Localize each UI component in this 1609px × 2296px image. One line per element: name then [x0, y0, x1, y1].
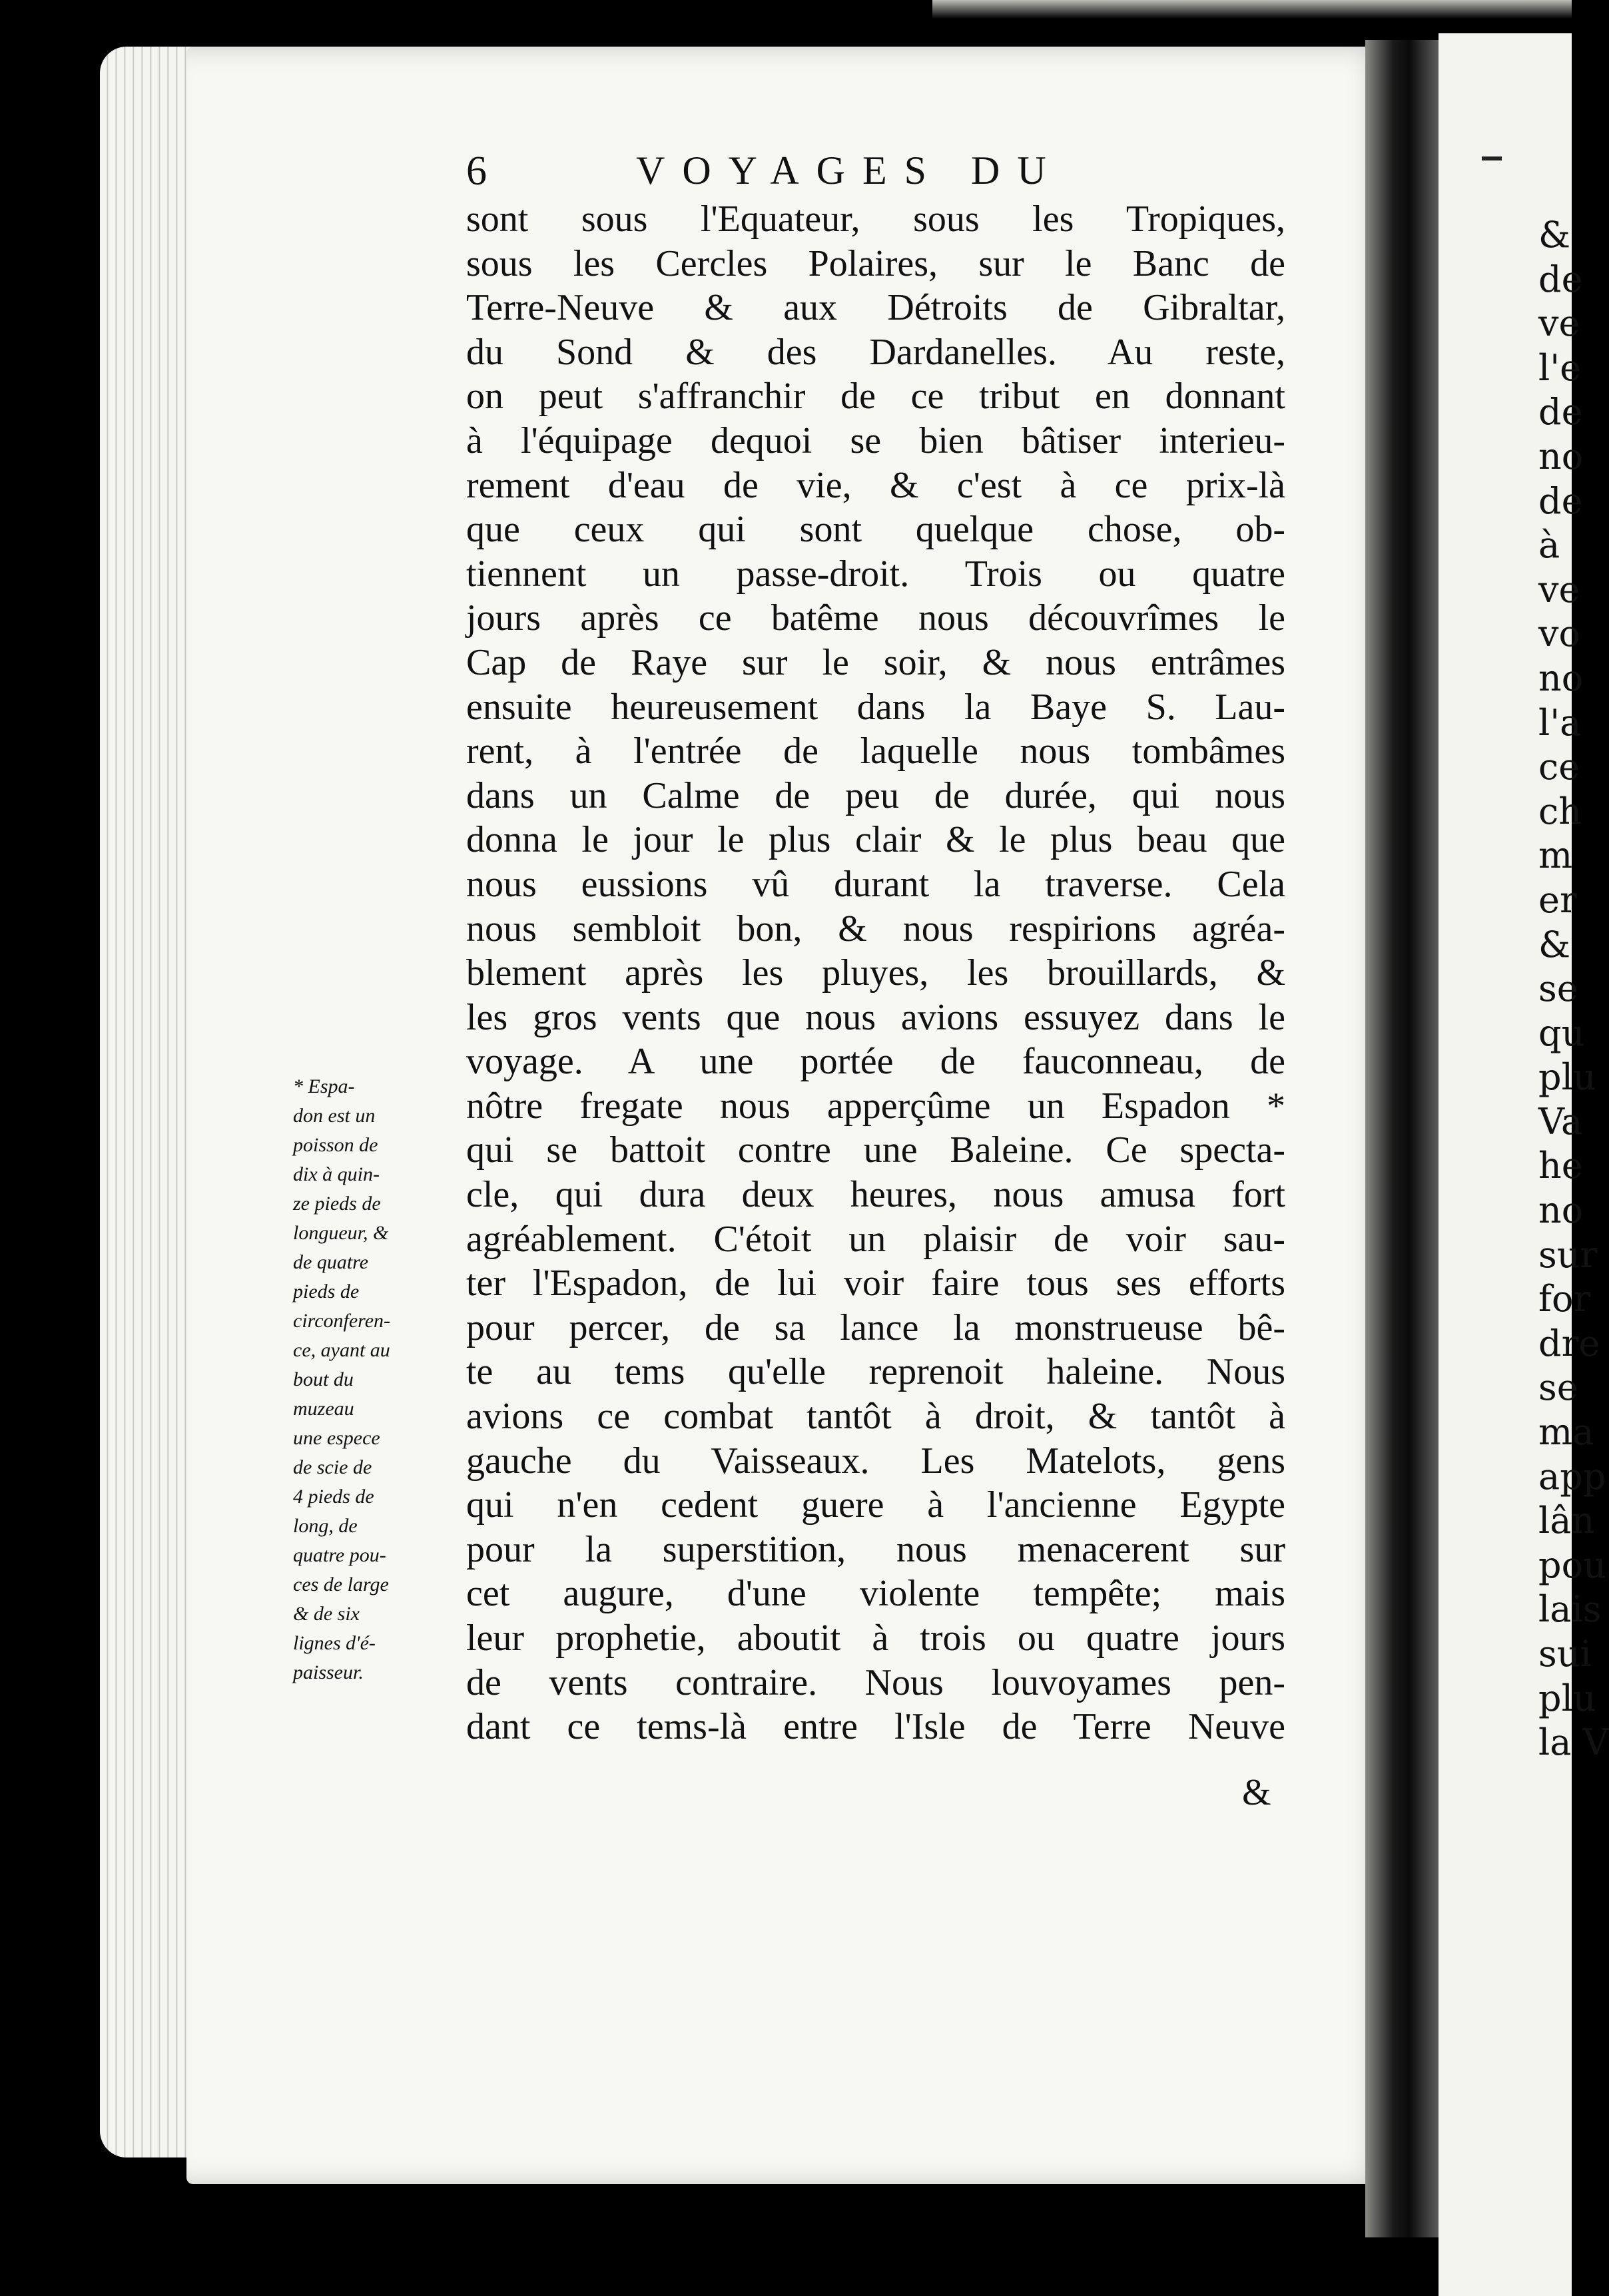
facing-page-fragment: dre	[1538, 1322, 1600, 1364]
margin-note-line: don est un	[293, 1105, 376, 1127]
book-gutter	[1365, 40, 1445, 2237]
text-line: donna le jour le plus clair & le plus beau que	[466, 819, 1285, 861]
margin-note-line: circonferen-	[293, 1310, 391, 1332]
text-line: Cap de Raye sur le soir, & nous entrâmes	[466, 641, 1285, 683]
margin-note-line: quatre pou-	[293, 1544, 386, 1566]
running-header: VOYAGES DU	[636, 148, 1064, 192]
text-line: les gros vents que nous avions essuyez dans le	[466, 996, 1285, 1038]
text-line: cle, qui dura deux heures, nous amusa fort	[466, 1174, 1285, 1216]
facing-page-fragment: à	[1538, 524, 1560, 567]
margin-note-line: ze pieds de	[293, 1193, 381, 1215]
text-line: qui n'en cedent guere à l'ancienne Egypte	[466, 1484, 1285, 1526]
main-text-block	[466, 197, 1285, 1749]
margin-note-line: pieds de	[293, 1281, 360, 1302]
facing-page-fragment: no	[1538, 1189, 1584, 1232]
text-line: voyage. A une portée de fauconneau, de	[466, 1041, 1285, 1083]
text-line: sous les Cercles Polaires, sur le Banc de	[466, 242, 1285, 284]
text-line: dant ce tems-là entre l'Isle de Terre Neuve	[466, 1706, 1285, 1748]
text-line: Terre-Neuve & aux Détroits de Gibraltar,	[466, 287, 1285, 329]
text-line: pour la superstition, nous menacerent sur	[466, 1528, 1285, 1570]
facing-page-fragment: sur	[1538, 1233, 1598, 1276]
margin-note-line: une espece	[293, 1427, 380, 1449]
text-line: qui se battoit contre une Baleine. Ce specta-	[466, 1129, 1285, 1171]
facing-page-fragment: plu	[1538, 1677, 1596, 1719]
facing-page-fragment: l'a	[1538, 701, 1582, 744]
text-line: nôtre fregate nous apperçûme un Espadon *	[466, 1085, 1285, 1127]
facing-page-fragment: lais	[1538, 1588, 1602, 1631]
catchword: &	[1242, 1772, 1271, 1813]
text-line: tiennent un passe-droit. Trois ou quatre	[466, 553, 1285, 595]
margin-note-line: ce, ayant au	[293, 1339, 390, 1361]
margin-note-line: dix à quin-	[293, 1163, 380, 1185]
facing-page-dash	[1482, 156, 1502, 160]
facing-page-fragment: de	[1538, 479, 1583, 522]
facing-page-fragment: ve	[1538, 568, 1580, 611]
facing-page-fragment: se	[1538, 1366, 1578, 1409]
facing-page-fragment: &	[1538, 214, 1571, 256]
text-line: agréablement. C'étoit un plaisir de voir sau-	[466, 1218, 1285, 1260]
text-line: gauche du Vaisseaux. Les Matelots, gens	[466, 1440, 1285, 1482]
facing-page-fragment: Va	[1538, 1100, 1583, 1143]
text-line: rent, à l'entrée de laquelle nous tombâmes	[466, 730, 1285, 772]
page-number: 6	[466, 148, 487, 194]
margin-note-line: poisson de	[293, 1134, 378, 1156]
scan-top-edge	[932, 0, 1572, 19]
facing-page-fragment: la V	[1538, 1721, 1609, 1764]
margin-note-line: & de six	[293, 1603, 360, 1625]
margin-note-line: lignes d'é-	[293, 1632, 376, 1654]
margin-note-line: de scie de	[293, 1456, 372, 1478]
text-line: que ceux qui sont quelque chose, ob-	[466, 509, 1285, 551]
facing-page-fragment: sui	[1538, 1633, 1592, 1675]
facing-page-fragment: l'e	[1538, 346, 1582, 389]
book-page-edges	[100, 47, 200, 2157]
facing-page-fragment: er	[1538, 878, 1577, 921]
facing-page-fragment: m	[1538, 834, 1573, 877]
facing-page-fragment: ve	[1538, 302, 1580, 345]
text-line: pour percer, de sa lance la monstrueuse bê-	[466, 1306, 1285, 1348]
margin-note-line: 4 pieds de	[293, 1486, 374, 1508]
text-line: ensuite heureusement dans la Baye S. Lau-	[466, 686, 1285, 728]
text-line: blement après les pluyes, les brouillards, &	[466, 952, 1285, 994]
text-line: ter l'Espadon, de lui voir faire tous ses efforts	[466, 1263, 1285, 1304]
facing-page-fragment: lân	[1538, 1500, 1595, 1542]
text-line: à l'équipage dequoi se bien bâtiser interieu-	[466, 420, 1285, 461]
text-line: on peut s'affranchir de ce tribut en donnant	[466, 376, 1285, 418]
facing-page-fragment: de	[1538, 391, 1583, 433]
text-line: sont sous l'Equateur, sous les Tropiques,	[466, 198, 1285, 240]
margin-note-line: bout du	[293, 1368, 354, 1390]
margin-note-line: long, de	[293, 1515, 358, 1537]
text-line: du Sond & des Dardanelles. Au reste,	[466, 331, 1285, 373]
margin-note-line: de quatre	[293, 1251, 369, 1273]
text-line: avions ce combat tantôt à droit, & tantôt à	[466, 1396, 1285, 1438]
facing-page-fragment: app	[1538, 1455, 1606, 1498]
text-line: cet augure, d'une violente tempête; mais	[466, 1573, 1285, 1615]
facing-page-fragment: ma	[1538, 1411, 1594, 1454]
facing-page-fragment: he	[1538, 1145, 1583, 1187]
facing-page-fragment: for	[1538, 1278, 1591, 1320]
margin-note-line: ces de large	[293, 1574, 389, 1595]
facing-page-fragment: de	[1538, 258, 1583, 300]
facing-page-fragment: no	[1538, 435, 1584, 477]
facing-page-fragment: ch	[1538, 790, 1582, 832]
text-line: jours après ce batême nous découvrîmes le	[466, 597, 1285, 639]
facing-page-fragment: ce	[1538, 746, 1580, 788]
facing-page-fragment: vo	[1538, 613, 1581, 655]
margin-note-line: longueur, &	[293, 1222, 389, 1244]
facing-page-fragment: no	[1538, 657, 1584, 699]
facing-page-fragment: pou	[1538, 1544, 1606, 1586]
marginal-note	[293, 1072, 463, 1687]
text-line: de vents contraire. Nous louvoyames pen-	[466, 1661, 1285, 1703]
text-line: te au tems qu'elle reprenoit haleine. Nous	[466, 1351, 1285, 1393]
text-line: leur prophetie, aboutit à trois ou quatre jours	[466, 1617, 1285, 1659]
margin-note-line: * Espa-	[293, 1075, 355, 1097]
facing-page-fragment: plu	[1538, 1056, 1596, 1099]
margin-note-line: muzeau	[293, 1398, 354, 1420]
text-line: dans un Calme de peu de durée, qui nous	[466, 774, 1285, 816]
text-line: nous sembloit bon, & nous respirions agréa-	[466, 908, 1285, 950]
text-line: rement d'eau de vie, & c'est à ce prix-là	[466, 464, 1285, 506]
margin-note-line: paisseur.	[293, 1661, 364, 1683]
facing-page-fragment: qu	[1538, 1011, 1585, 1054]
text-line: nous eussions vû durant la traverse. Cela	[466, 863, 1285, 905]
facing-page-fragment: se	[1538, 968, 1578, 1010]
facing-page-fragment: &	[1538, 923, 1571, 966]
facing-page-text	[1538, 213, 1609, 1765]
